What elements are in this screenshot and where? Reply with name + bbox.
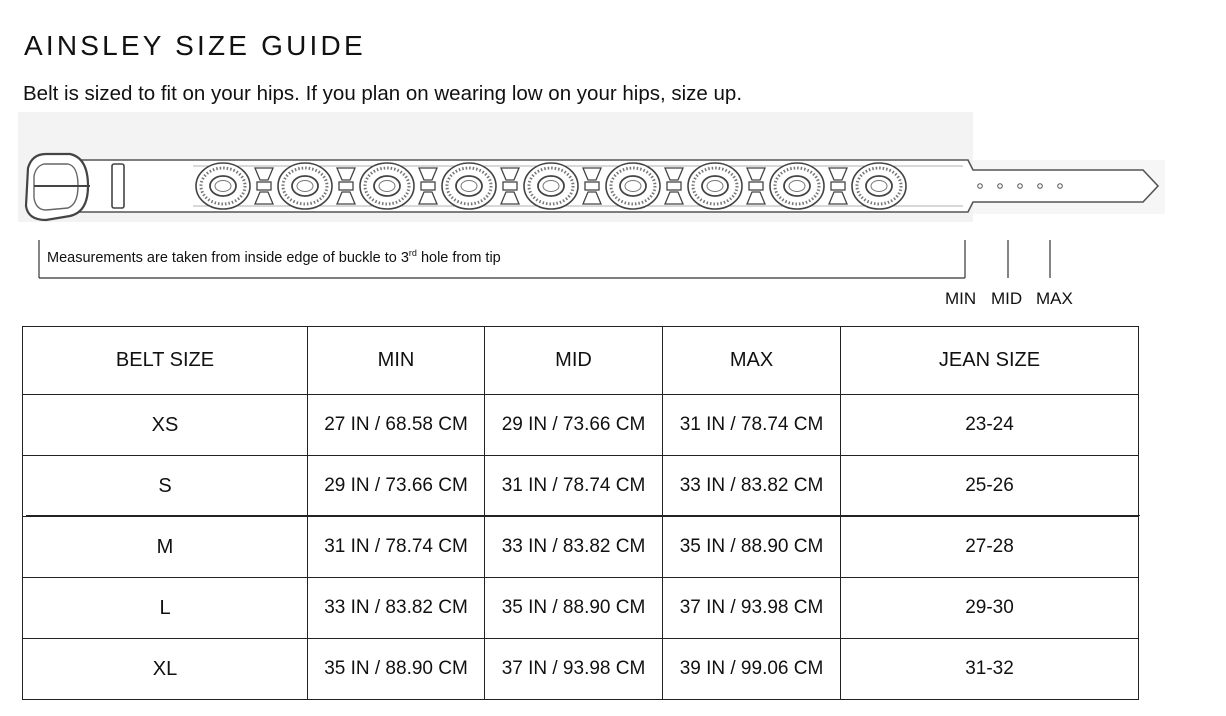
bow-ornament [501,168,519,204]
belt-size-cell: L [23,578,308,639]
marker-max-label: MAX [1036,289,1073,308]
concho-ornament [852,163,906,209]
belt-diagram-svg [18,112,1168,222]
belt-hole [1018,184,1023,189]
min-cell: 33 IN / 83.82 CM [308,578,485,639]
bow-ornament [255,168,273,204]
concho-ornament [770,163,824,209]
mid-cell: 35 IN / 88.90 CM [485,578,663,639]
concho-ornament [360,163,414,209]
max-cell: 33 IN / 83.82 CM [663,456,841,517]
mid-cell: 37 IN / 93.98 CM [485,639,663,700]
belt-size-cell: XL [23,639,308,700]
min-cell: 35 IN / 88.90 CM [308,639,485,700]
belt-size-cell: XS [23,395,308,456]
marker-mid-label: MID [991,289,1023,308]
belt-size-cell: M [23,517,308,578]
concho-ornament [278,163,332,209]
belt-hole [978,184,983,189]
belt-illustration [18,112,1168,222]
jean-size-cell: 25-26 [841,456,1139,517]
mid-cell: 31 IN / 78.74 CM [485,456,663,517]
max-cell: 37 IN / 93.98 CM [663,578,841,639]
bow-ornament [419,168,437,204]
belt-hole [1038,184,1043,189]
marker-min-label: MIN [945,289,977,308]
page-subtitle: Belt is sized to fit on your hips. If you plan on wearing low on your hips, size up. [23,82,743,105]
bow-ornament [665,168,683,204]
belt-hole [1058,184,1063,189]
table-header-row [23,327,1139,395]
size-table [22,326,1139,700]
measurement-callout [38,240,1050,278]
concho-ornament [196,163,250,209]
mid-cell: 33 IN / 83.82 CM [485,517,663,578]
table-row [23,578,1139,639]
bow-ornament [583,168,601,204]
jean-size-cell: 27-28 [841,517,1139,578]
mid-cell: 29 IN / 73.66 CM [485,395,663,456]
concho-ornament [688,163,742,209]
belt-keeper [112,164,124,208]
table-row [23,639,1139,700]
row-divider-overhang [26,515,1140,516]
max-cell: 35 IN / 88.90 CM [663,517,841,578]
table-row [23,456,1139,517]
min-cell: 31 IN / 78.74 CM [308,517,485,578]
bow-ornament [747,168,765,204]
max-cell: 39 IN / 99.06 CM [663,639,841,700]
header-jean-size: JEAN SIZE [841,327,1139,395]
min-cell: 27 IN / 68.58 CM [308,395,485,456]
page-title: AINSLEY SIZE GUIDE [24,30,366,61]
header-max: MAX [663,327,841,395]
jean-size-cell: 29-30 [841,578,1139,639]
max-cell: 31 IN / 78.74 CM [663,395,841,456]
jean-size-cell: 23-24 [841,395,1139,456]
concho-row [196,163,906,209]
header-belt-size: BELT SIZE [23,327,308,395]
measurement-note: Measurements are taken from inside edge of buckle to 3rd hole from tip [47,248,501,266]
concho-ornament [524,163,578,209]
header-min: MIN [308,327,485,395]
belt-size-cell: S [23,456,308,517]
min-cell: 29 IN / 73.66 CM [308,456,485,517]
header-mid: MID [485,327,663,395]
concho-ornament [606,163,660,209]
table-row [23,517,1139,578]
bow-ornament [829,168,847,204]
jean-size-cell: 31-32 [841,639,1139,700]
table-row [23,395,1139,456]
concho-ornament [442,163,496,209]
belt-hole [998,184,1003,189]
bow-ornament [337,168,355,204]
